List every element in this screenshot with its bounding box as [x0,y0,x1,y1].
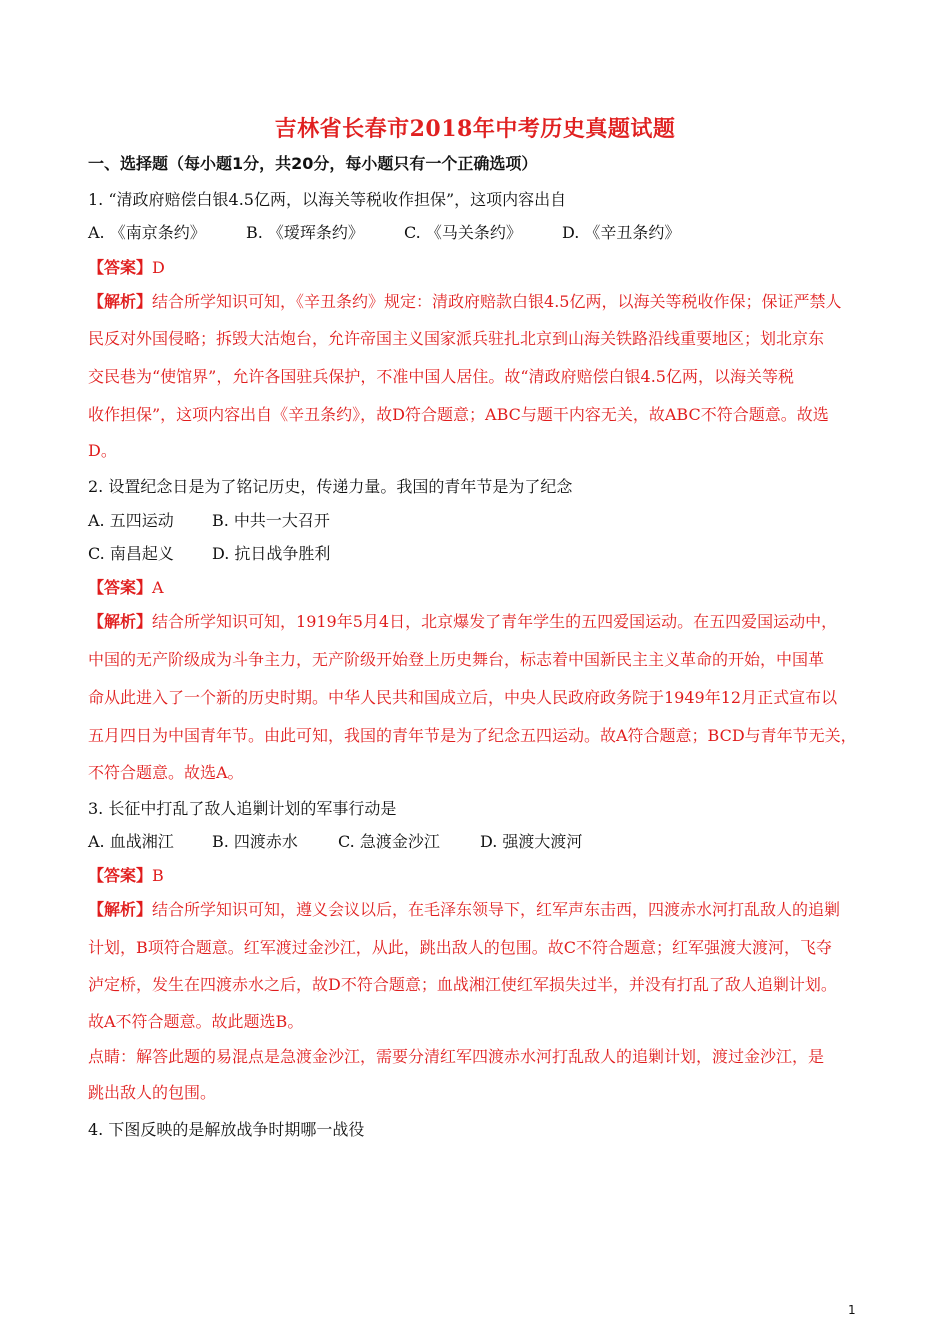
option-a: A. 五四运动 [88,511,174,530]
analysis-text: 不符合题意。故选A。 [88,763,244,782]
analysis-label: 【解析】 [88,292,153,311]
question-stem: 1. “清政府赔偿白银4.5亿两，以海关等税收作担保”，这项内容出自 [88,190,567,209]
tip-text: 点睛：解答此题的易混点是急渡金沙江，需要分清红军四渡赤水河打乱敌人的追剿计划，渡过金沙江，是 [88,1047,825,1066]
analysis-text: 收作担保”，这项内容出自《辛丑条约》，故D符合题意；ABC与题干内容无关，故ABC不符合题意。故选 [88,405,829,424]
analysis-text: 五月四日为中国青年节。由此可知，我国的青年节是为了纪念五四运动。故A符合题意；BCD与青年节无关， [88,726,857,745]
option-d: D. 《辛丑条约》 [562,223,681,242]
analysis-text: 泸定桥，发生在四渡赤水之后，故D不符合题意；血战湘江使红军损失过半，并没有打乱了敌人追剿计划。 [88,975,837,994]
answer-value: A [152,578,164,597]
option-c: C. 《马关条约》 [404,223,522,242]
option-c: C. 急渡金沙江 [338,832,440,851]
option-d: D. 强渡大渡河 [480,832,583,851]
analysis-text: D。 [88,441,117,460]
analysis-text: 中国的无产阶级成为斗争主力，无产阶级开始登上历史舞台，标志着中国新民主主义革命的开始，中国革 [88,650,825,669]
question-options [88,220,680,243]
answer-value: D [152,258,165,277]
analysis-label: 【解析】 [88,900,153,919]
analysis-text: 结合所学知识可知，《辛丑条约》规定：清政府赔款白银4.5亿两，以海关等税收作保；保证严禁人 [152,292,842,311]
question-stem: 3. 长征中打乱了敌人追剿计划的军事行动是 [88,799,397,818]
question-options [88,541,330,564]
analysis-text: 民反对外国侵略；拆毁大沽炮台，允许帝国主义国家派兵驻扎北京到山海关铁路沿线重要地区；划北京东 [88,329,825,348]
option-a: A. 血战湘江 [88,832,174,851]
answer-line [88,575,164,598]
question-stem: 4. 下图反映的是解放战争时期哪一战役 [88,1120,365,1139]
question-options [88,829,582,852]
option-c: C. 南昌起义 [88,544,174,563]
answer-label: 【答案】 [88,258,153,277]
question-stem: 2. 设置纪念日是为了铭记历史，传递力量。我国的青年节是为了纪念 [88,477,573,496]
analysis-line [88,289,841,312]
analysis-line [88,609,837,632]
analysis-text: 结合所学知识可知，遵义会议以后，在毛泽东领导下，红军声东击西，四渡赤水河打乱敌人的追剿 [152,900,841,919]
answer-line [88,255,165,278]
analysis-text: 交民巷为“使馆界”，允许各国驻兵保护，不准中国人居住。故“清政府赔偿白银4.5亿两，以海关等税 [88,367,794,386]
analysis-text: 命从此进入了一个新的历史时期。中华人民共和国成立后，中央人民政府政务院于1949年12月正式宣布以 [88,688,838,707]
analysis-text: 结合所学知识可知，1919年5月4日，北京爆发了青年学生的五四爱国运动。在五四爱国运动中， [152,612,838,631]
analysis-label: 【解析】 [88,612,153,631]
answer-label: 【答案】 [88,578,153,597]
analysis-line [88,897,840,920]
answer-value: B [152,866,164,885]
option-d: D. 抗日战争胜利 [212,544,331,563]
section-heading: 一、选择题（每小题1分，共20分，每小题只有一个正确选项） [88,154,538,173]
answer-line [88,863,164,886]
answer-label: 【答案】 [88,866,153,885]
question-options [88,508,330,531]
option-a: A. 《南京条约》 [88,223,206,242]
option-b: B. 四渡赤水 [212,832,298,851]
option-b: B. 《瑷珲条约》 [246,223,364,242]
page-number: 1 [848,1303,856,1317]
analysis-text: 故A不符合题意。故此题选B。 [88,1012,304,1031]
document-title: 吉林省长春市2018年中考历史真题试题 [274,116,676,142]
tip-text: 跳出敌人的包围。 [88,1083,217,1102]
analysis-text: 计划，B项符合题意。红军渡过金沙江，从此，跳出敌人的包围。故C不符合题意；红军强渡大渡河，飞夺 [88,938,833,957]
option-b: B. 中共一大召开 [212,511,330,530]
